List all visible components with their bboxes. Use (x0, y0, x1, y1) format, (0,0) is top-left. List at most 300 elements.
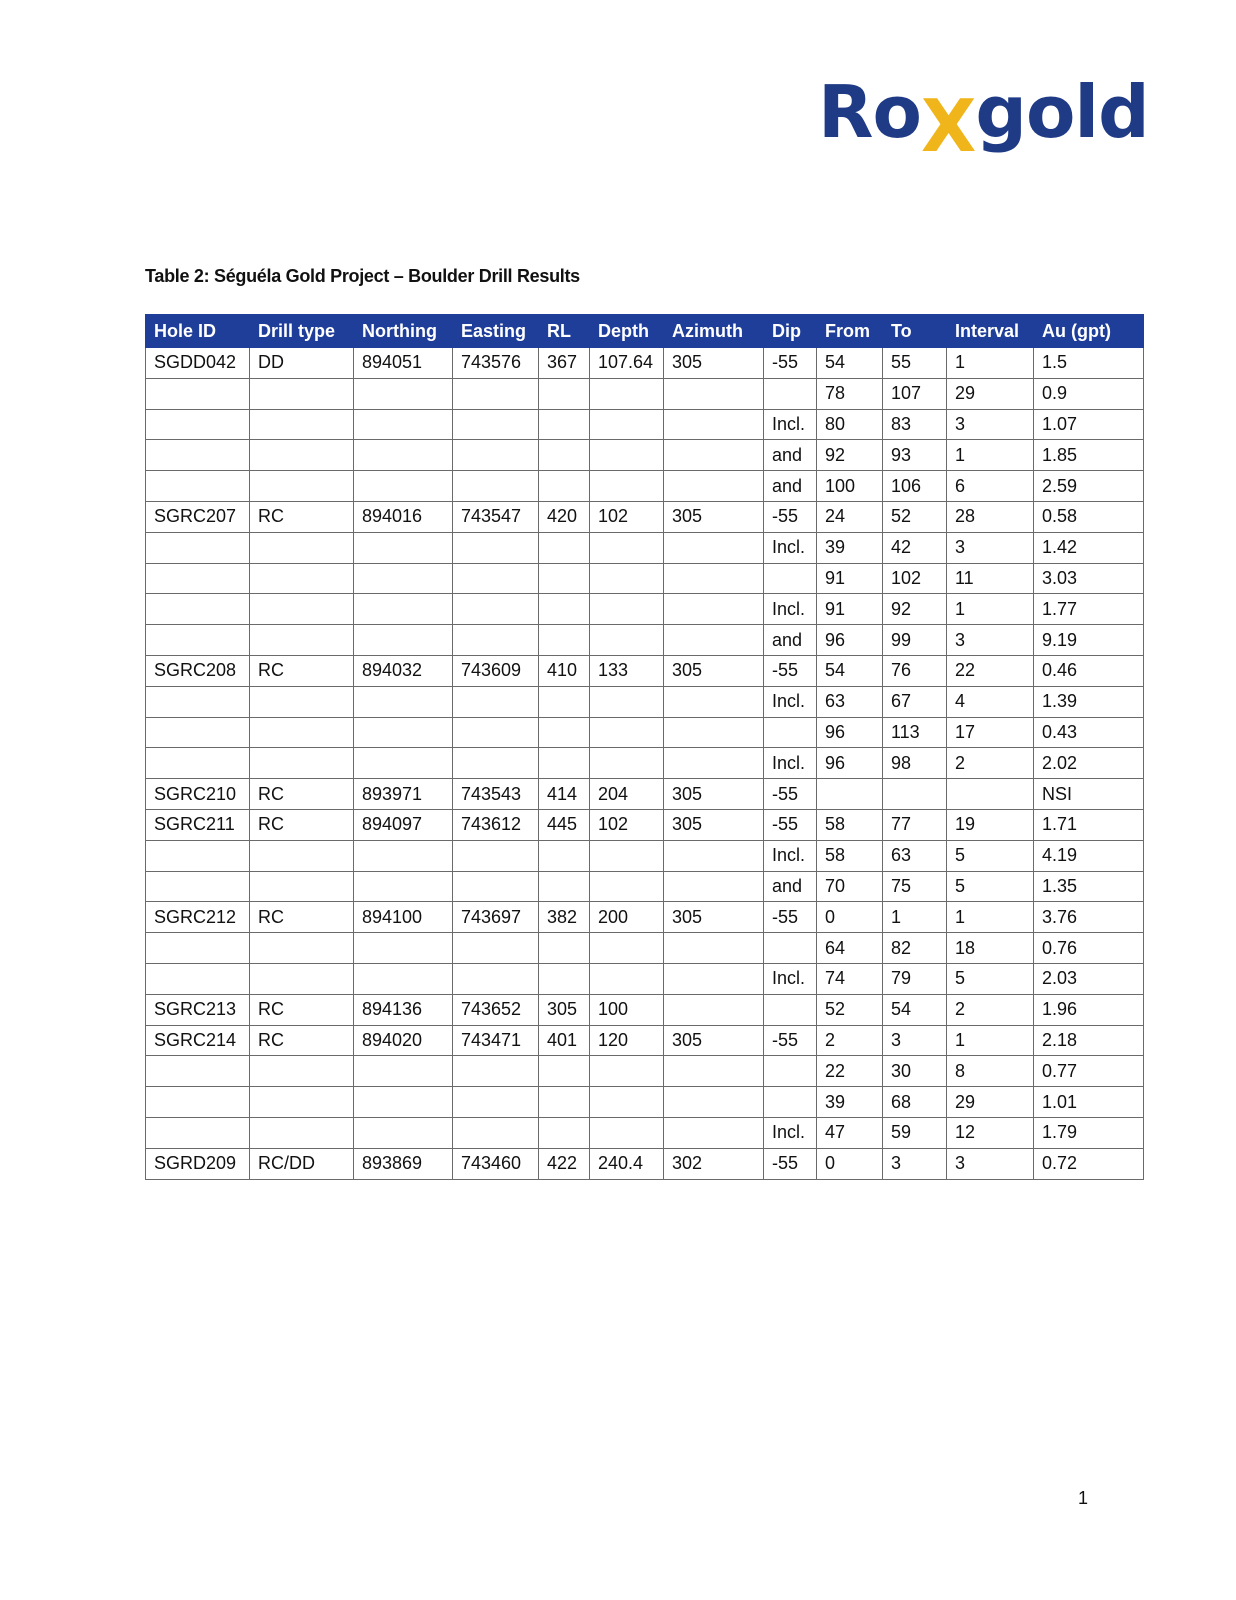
table-cell (664, 933, 764, 964)
table-cell (590, 717, 664, 748)
table-cell: 19 (947, 809, 1034, 840)
table-cell: 0 (817, 1148, 883, 1179)
table-cell (764, 994, 817, 1025)
table-cell: 305 (664, 1025, 764, 1056)
table-cell: 0.43 (1034, 717, 1144, 748)
table-cell (354, 440, 453, 471)
table-cell: 3 (883, 1148, 947, 1179)
table-cell: 100 (590, 994, 664, 1025)
table-cell (590, 471, 664, 502)
table-cell: Incl. (764, 686, 817, 717)
table-cell (590, 1056, 664, 1087)
column-header: Dip (764, 315, 817, 348)
table-cell (250, 840, 354, 871)
table-cell: 106 (883, 471, 947, 502)
table-cell (764, 933, 817, 964)
table-row (146, 563, 1144, 594)
table-row (146, 1056, 1144, 1087)
table-cell (146, 748, 250, 779)
table-cell: 22 (947, 655, 1034, 686)
table-cell (590, 440, 664, 471)
table-cell: 5 (947, 963, 1034, 994)
table-cell (453, 625, 539, 656)
table-cell: 102 (590, 809, 664, 840)
table-cell: 1.77 (1034, 594, 1144, 625)
table-cell (664, 1056, 764, 1087)
table-cell (250, 440, 354, 471)
table-cell (664, 471, 764, 502)
table-cell (539, 378, 590, 409)
table-cell (354, 963, 453, 994)
table-cell: 0.76 (1034, 933, 1144, 964)
table-cell: SGRC213 (146, 994, 250, 1025)
table-cell: 743612 (453, 809, 539, 840)
table-cell (590, 963, 664, 994)
table-cell: 79 (883, 963, 947, 994)
table-cell (664, 748, 764, 779)
table-cell: Incl. (764, 963, 817, 994)
table-row (146, 501, 1144, 532)
table-cell (354, 1117, 453, 1148)
table-cell: Incl. (764, 748, 817, 779)
table-cell (764, 1056, 817, 1087)
table-cell (453, 440, 539, 471)
table-cell: 8 (947, 1056, 1034, 1087)
table-row (146, 348, 1144, 379)
table-cell: and (764, 440, 817, 471)
table-cell (539, 933, 590, 964)
table-cell: 52 (883, 501, 947, 532)
table-cell: SGRC208 (146, 655, 250, 686)
table-title: Table 2: Séguéla Gold Project – Boulder Drill Results (145, 266, 580, 286)
table-cell (146, 717, 250, 748)
table-cell: 0.9 (1034, 378, 1144, 409)
table-cell: 1 (883, 902, 947, 933)
table-cell (453, 378, 539, 409)
table-cell: Incl. (764, 409, 817, 440)
table-cell (146, 1117, 250, 1148)
table-cell: 63 (883, 840, 947, 871)
table-cell (664, 994, 764, 1025)
table-cell: 743471 (453, 1025, 539, 1056)
table-cell (250, 1087, 354, 1118)
table-cell: 5 (947, 840, 1034, 871)
table-cell: 83 (883, 409, 947, 440)
table-cell: 96 (817, 748, 883, 779)
logo-wordmark (818, 64, 1149, 168)
table-cell (539, 409, 590, 440)
table-cell: 2.02 (1034, 748, 1144, 779)
table-cell (764, 717, 817, 748)
table-cell: 743543 (453, 779, 539, 810)
table-cell: 75 (883, 871, 947, 902)
table-cell (146, 440, 250, 471)
table-cell (250, 1056, 354, 1087)
table-cell: Incl. (764, 532, 817, 563)
table-cell (354, 532, 453, 563)
table-cell (664, 440, 764, 471)
column-header: Hole ID (146, 315, 250, 348)
table-cell: RC/DD (250, 1148, 354, 1179)
table-cell (453, 1056, 539, 1087)
table-cell (590, 686, 664, 717)
table-cell: RC (250, 501, 354, 532)
table-cell: 1.79 (1034, 1117, 1144, 1148)
table-cell (146, 686, 250, 717)
table-cell: 305 (664, 501, 764, 532)
table-cell: 240.4 (590, 1148, 664, 1179)
table-cell: 102 (883, 563, 947, 594)
table-cell (250, 748, 354, 779)
table-cell: 6 (947, 471, 1034, 502)
table-cell: 894051 (354, 348, 453, 379)
table-cell (664, 409, 764, 440)
table-cell: 4 (947, 686, 1034, 717)
table-row (146, 625, 1144, 656)
table-cell: 1.96 (1034, 994, 1144, 1025)
table-cell: -55 (764, 655, 817, 686)
table-cell (250, 933, 354, 964)
table-cell (590, 933, 664, 964)
table-cell (453, 840, 539, 871)
table-cell (146, 1056, 250, 1087)
table-cell: 93 (883, 440, 947, 471)
table-cell (539, 963, 590, 994)
table-cell: 77 (883, 809, 947, 840)
table-row (146, 440, 1144, 471)
table-cell: 382 (539, 902, 590, 933)
table-cell: 200 (590, 902, 664, 933)
table-row (146, 748, 1144, 779)
table-row (146, 594, 1144, 625)
table-cell (453, 532, 539, 563)
table-cell: 17 (947, 717, 1034, 748)
table-row (146, 378, 1144, 409)
table-cell: 1.39 (1034, 686, 1144, 717)
table-cell: 1.42 (1034, 532, 1144, 563)
table-cell (250, 686, 354, 717)
table-cell: 99 (883, 625, 947, 656)
table-row (146, 871, 1144, 902)
table-row (146, 902, 1144, 933)
table-cell (354, 748, 453, 779)
table-cell: 91 (817, 594, 883, 625)
table-cell (354, 686, 453, 717)
table-cell (539, 748, 590, 779)
table-cell (146, 840, 250, 871)
table-cell: 894097 (354, 809, 453, 840)
logo-gold: gold (975, 70, 1149, 154)
table-cell: 743652 (453, 994, 539, 1025)
table-cell (539, 471, 590, 502)
table-cell: 28 (947, 501, 1034, 532)
logo-x-mark: X (920, 84, 976, 168)
table-cell (664, 717, 764, 748)
table-cell: 414 (539, 779, 590, 810)
table-cell: 64 (817, 933, 883, 964)
table-cell (354, 378, 453, 409)
table-cell (146, 933, 250, 964)
table-cell: 102 (590, 501, 664, 532)
table-cell: 305 (664, 655, 764, 686)
table-cell: -55 (764, 902, 817, 933)
table-cell: 2.59 (1034, 471, 1144, 502)
table-cell: 68 (883, 1087, 947, 1118)
table-cell (250, 717, 354, 748)
column-header: Easting (453, 315, 539, 348)
table-cell (664, 686, 764, 717)
table-cell: 743547 (453, 501, 539, 532)
table-cell (883, 779, 947, 810)
table-cell: -55 (764, 348, 817, 379)
table-cell: 107 (883, 378, 947, 409)
table-cell: DD (250, 348, 354, 379)
table-cell (590, 378, 664, 409)
table-cell (146, 563, 250, 594)
table-cell: 100 (817, 471, 883, 502)
table-cell (354, 563, 453, 594)
table-cell: 80 (817, 409, 883, 440)
table-cell: 0.58 (1034, 501, 1144, 532)
table-cell: 96 (817, 625, 883, 656)
table-header-row (146, 315, 1144, 348)
table-cell: 82 (883, 933, 947, 964)
table-cell: 1.85 (1034, 440, 1144, 471)
table-cell: 302 (664, 1148, 764, 1179)
table-row (146, 809, 1144, 840)
table-cell: 1.35 (1034, 871, 1144, 902)
table-cell: and (764, 625, 817, 656)
table-row (146, 779, 1144, 810)
table-cell: 3 (947, 1148, 1034, 1179)
table-cell (146, 532, 250, 563)
table-cell (539, 1117, 590, 1148)
table-row (146, 840, 1144, 871)
table-cell: 305 (664, 348, 764, 379)
table-cell (664, 532, 764, 563)
table-cell (453, 748, 539, 779)
table-cell (539, 686, 590, 717)
table-cell: SGRC210 (146, 779, 250, 810)
table-cell (539, 532, 590, 563)
table-cell (590, 871, 664, 902)
table-cell (146, 963, 250, 994)
table-cell: 30 (883, 1056, 947, 1087)
table-cell (817, 779, 883, 810)
table-cell: 107.64 (590, 348, 664, 379)
table-cell: 39 (817, 1087, 883, 1118)
table-cell (539, 1087, 590, 1118)
table-cell: 63 (817, 686, 883, 717)
table-row (146, 1148, 1144, 1179)
table-cell: 91 (817, 563, 883, 594)
table-cell (539, 440, 590, 471)
table-body (146, 348, 1144, 1180)
table-cell (764, 563, 817, 594)
table-row (146, 933, 1144, 964)
table-row (146, 1025, 1144, 1056)
table-cell: 92 (883, 594, 947, 625)
table-cell: Incl. (764, 1117, 817, 1148)
table-cell: 420 (539, 501, 590, 532)
table-cell (590, 1087, 664, 1118)
table-cell (590, 840, 664, 871)
table-cell (590, 1117, 664, 1148)
table-cell: 2 (947, 994, 1034, 1025)
table-row (146, 1117, 1144, 1148)
table-cell (453, 933, 539, 964)
table-cell (453, 1087, 539, 1118)
table-cell: 58 (817, 809, 883, 840)
table-cell: 3 (883, 1025, 947, 1056)
table-cell (539, 871, 590, 902)
table-cell (146, 871, 250, 902)
table-cell (354, 471, 453, 502)
table-cell (539, 563, 590, 594)
table-cell: 3 (947, 409, 1034, 440)
table-cell (453, 717, 539, 748)
table-cell (764, 1087, 817, 1118)
table-cell: 1.5 (1034, 348, 1144, 379)
table-cell: 0 (817, 902, 883, 933)
table-cell: 67 (883, 686, 947, 717)
table-row (146, 994, 1144, 1025)
table-cell (250, 409, 354, 440)
table-cell: RC (250, 809, 354, 840)
table-cell (354, 871, 453, 902)
table-cell: 1.01 (1034, 1087, 1144, 1118)
table-cell (590, 563, 664, 594)
column-header: RL (539, 315, 590, 348)
table-cell: 42 (883, 532, 947, 563)
table-cell: and (764, 871, 817, 902)
table-cell (764, 378, 817, 409)
table-row (146, 409, 1144, 440)
table-cell: 54 (817, 655, 883, 686)
table-cell: 422 (539, 1148, 590, 1179)
table-cell: -55 (764, 1148, 817, 1179)
table-cell (664, 871, 764, 902)
table-cell: 24 (817, 501, 883, 532)
table-cell: 367 (539, 348, 590, 379)
table-cell: 18 (947, 933, 1034, 964)
table-cell (664, 1087, 764, 1118)
table-cell (354, 717, 453, 748)
table-cell: 1 (947, 348, 1034, 379)
table-cell: SGDD042 (146, 348, 250, 379)
table-cell (539, 840, 590, 871)
table-cell (539, 1056, 590, 1087)
table-cell (146, 378, 250, 409)
table-cell: 204 (590, 779, 664, 810)
page-number: 1 (1078, 1488, 1089, 1508)
table-cell (590, 594, 664, 625)
table-cell (250, 378, 354, 409)
table-cell: RC (250, 994, 354, 1025)
table-cell: 39 (817, 532, 883, 563)
table-cell: 78 (817, 378, 883, 409)
table-cell: 2 (817, 1025, 883, 1056)
table-cell (146, 594, 250, 625)
table-cell (453, 563, 539, 594)
table-cell (354, 594, 453, 625)
table-row (146, 717, 1144, 748)
table-cell (250, 625, 354, 656)
table-cell: 3 (947, 625, 1034, 656)
table-cell (664, 1117, 764, 1148)
table-cell: RC (250, 779, 354, 810)
table-cell (947, 779, 1034, 810)
table-cell: -55 (764, 501, 817, 532)
table-cell: 893971 (354, 779, 453, 810)
table-cell: NSI (1034, 779, 1144, 810)
table-cell: 1 (947, 1025, 1034, 1056)
table-cell: 445 (539, 809, 590, 840)
table-cell: 113 (883, 717, 947, 748)
table-cell: Incl. (764, 840, 817, 871)
table-cell: 12 (947, 1117, 1034, 1148)
table-cell: and (764, 471, 817, 502)
table-cell: 305 (664, 809, 764, 840)
table-cell (664, 594, 764, 625)
table-cell: 894136 (354, 994, 453, 1025)
table-cell: 743460 (453, 1148, 539, 1179)
table-cell: 29 (947, 378, 1034, 409)
table-cell: 120 (590, 1025, 664, 1056)
table-cell (146, 409, 250, 440)
column-header: Depth (590, 315, 664, 348)
table-cell: 894032 (354, 655, 453, 686)
table-cell: 1.07 (1034, 409, 1144, 440)
table-cell: 4.19 (1034, 840, 1144, 871)
table-cell (354, 1087, 453, 1118)
table-cell: 70 (817, 871, 883, 902)
table-cell (146, 1087, 250, 1118)
table-cell (354, 409, 453, 440)
drill-results-table (145, 314, 1144, 1180)
table-cell: 11 (947, 563, 1034, 594)
table-cell: 893869 (354, 1148, 453, 1179)
table-cell (539, 625, 590, 656)
table-cell: 305 (539, 994, 590, 1025)
table-cell: -55 (764, 809, 817, 840)
column-header: Drill type (250, 315, 354, 348)
table-cell: 9.19 (1034, 625, 1144, 656)
table-cell: 894100 (354, 902, 453, 933)
table-cell: 3.76 (1034, 902, 1144, 933)
table-cell: RC (250, 1025, 354, 1056)
table-cell: 743576 (453, 348, 539, 379)
table-cell: 92 (817, 440, 883, 471)
table-cell: 3 (947, 532, 1034, 563)
table-cell: 74 (817, 963, 883, 994)
table-row (146, 471, 1144, 502)
table-cell (453, 471, 539, 502)
table-cell (250, 471, 354, 502)
column-header: Azimuth (664, 315, 764, 348)
table-cell (664, 963, 764, 994)
table-cell (453, 686, 539, 717)
table-cell: 0.77 (1034, 1056, 1144, 1087)
table-cell: -55 (764, 779, 817, 810)
table-cell: 743609 (453, 655, 539, 686)
table-cell (590, 625, 664, 656)
table-cell: 1 (947, 902, 1034, 933)
table-cell: 2.03 (1034, 963, 1144, 994)
table-cell (146, 625, 250, 656)
table-cell (590, 748, 664, 779)
table-cell: 894020 (354, 1025, 453, 1056)
